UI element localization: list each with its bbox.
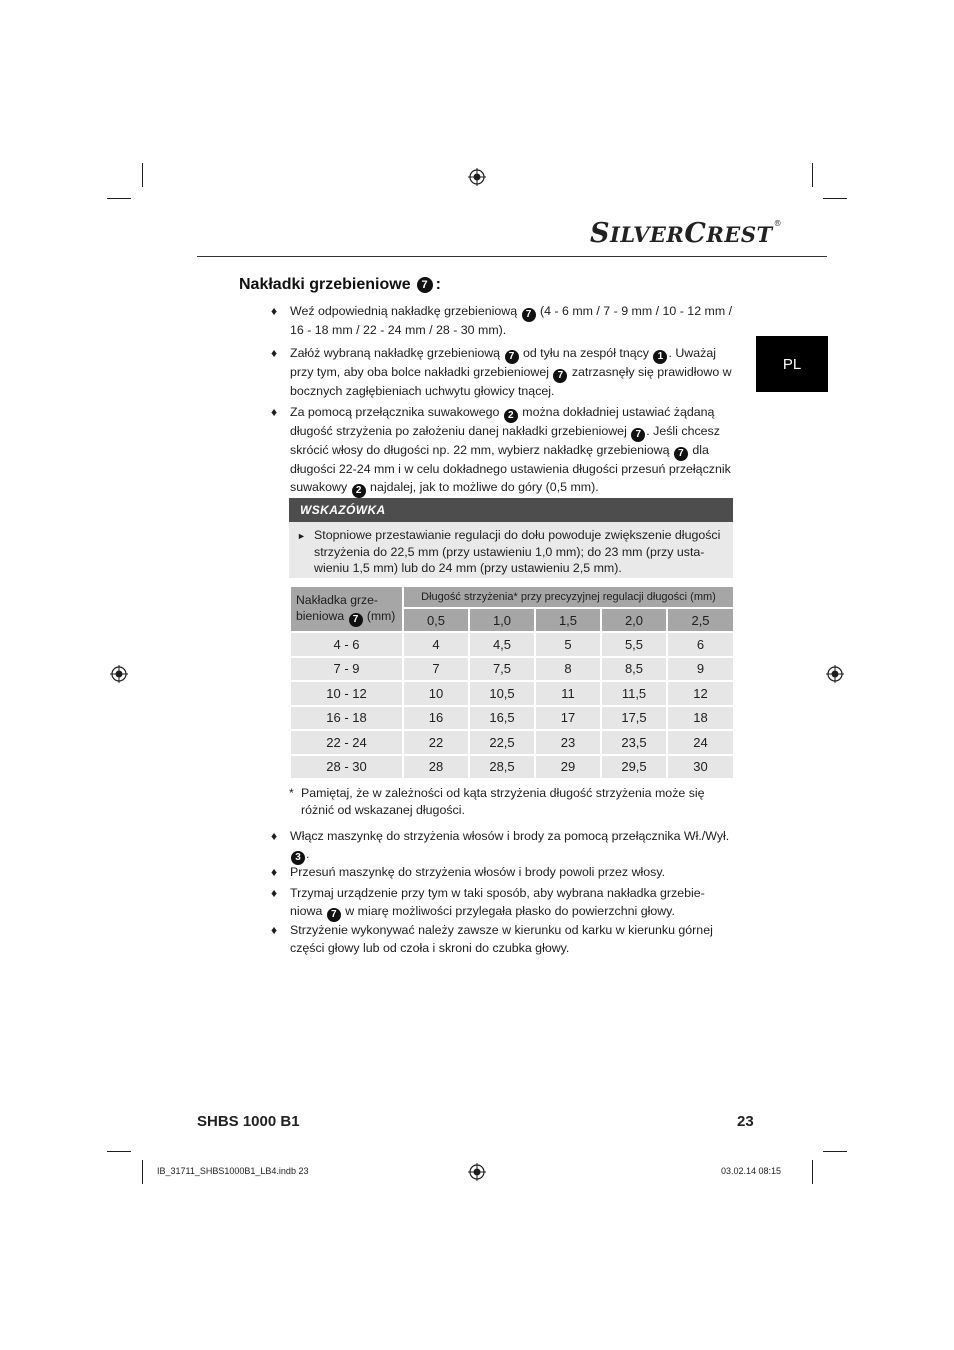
cut-length-cell: 4 bbox=[403, 632, 469, 657]
table-span-header: Długość strzyżenia* przy precyzyjnej regulacji długości (mm) bbox=[403, 586, 734, 608]
print-slug-file: IB_31711_SHBS1000B1_LB4.indb 23 bbox=[157, 1166, 309, 1176]
bullet-icon: ♦ bbox=[271, 304, 278, 318]
table-row bbox=[290, 632, 734, 657]
crop-mark bbox=[823, 198, 847, 199]
bullet-icon: ♦ bbox=[271, 829, 278, 843]
cut-length-cell: 23,5 bbox=[601, 730, 667, 755]
part-number-badge: 7 bbox=[417, 277, 433, 293]
table-row bbox=[290, 730, 734, 755]
registration-mark-icon bbox=[826, 665, 844, 683]
setting-header: 0,5 bbox=[403, 608, 469, 632]
cut-length-cell: 8,5 bbox=[601, 657, 667, 682]
header-rule bbox=[197, 256, 827, 257]
cut-length-cell: 22 bbox=[403, 730, 469, 755]
page-number: 23 bbox=[737, 1113, 754, 1130]
setting-header: 2,0 bbox=[601, 608, 667, 632]
cut-length-cell: 28 bbox=[403, 755, 469, 780]
cut-length-table bbox=[289, 585, 735, 780]
setting-header: 2,5 bbox=[667, 608, 734, 632]
registration-mark-icon bbox=[468, 168, 486, 186]
list-item-text: Weź odpowiednią nakładkę grzebieniową 7 (4 - 6 mm / 7 - 9 mm / 10 - 12 mm / 16 - 18 mm / 22 - 24 mm / 28 - 30 mm). bbox=[290, 304, 733, 337]
comb-size-cell: 22 - 24 bbox=[290, 730, 403, 755]
cut-length-cell: 9 bbox=[667, 657, 734, 682]
bullet-icon: ♦ bbox=[271, 405, 278, 419]
cut-length-cell: 6 bbox=[667, 632, 734, 657]
bullet-icon: ♦ bbox=[271, 886, 278, 900]
cut-length-cell: 16,5 bbox=[469, 706, 535, 731]
section-title: Nakładki grzebieniowe 7 : bbox=[239, 276, 441, 293]
part-number-badge: 7 bbox=[522, 308, 536, 322]
registration-mark-icon bbox=[110, 665, 128, 683]
hint-body bbox=[289, 522, 733, 578]
part-number-badge: 7 bbox=[631, 428, 645, 442]
crop-mark bbox=[812, 1160, 813, 1184]
bullet-icon: ♦ bbox=[271, 865, 278, 879]
list-item bbox=[271, 404, 733, 498]
setting-header: 1,0 bbox=[469, 608, 535, 632]
table-corner-header: Nakładka grze- bieniowa 7 (mm) bbox=[290, 586, 403, 632]
hint-text: Stopniowe przestawianie regulacji do dołu powoduje zwiększenie długości strzyżenia do 22,5 mm (przy ustawieniu 1,0 mm); do 23 mm (przy usta-wieniu 1,5 mm) lub do 24 mm (przy ustawieniu 2,5 mm). bbox=[314, 528, 721, 575]
print-slug-date: 03.02.14 08:15 bbox=[721, 1166, 782, 1176]
part-number-badge: 3 bbox=[291, 851, 305, 865]
list-item bbox=[271, 828, 733, 865]
cut-length-cell: 11 bbox=[535, 681, 601, 706]
cut-length-cell: 10,5 bbox=[469, 681, 535, 706]
cut-length-cell: 18 bbox=[667, 706, 734, 731]
registration-mark-icon bbox=[468, 1163, 486, 1181]
cut-length-cell: 29,5 bbox=[601, 755, 667, 780]
table-row bbox=[290, 681, 734, 706]
setting-header: 1,5 bbox=[535, 608, 601, 632]
cut-length-cell: 29 bbox=[535, 755, 601, 780]
cut-length-cell: 24 bbox=[667, 730, 734, 755]
cut-length-cell: 17 bbox=[535, 706, 601, 731]
table-row bbox=[290, 706, 734, 731]
comb-size-cell: 4 - 6 bbox=[290, 632, 403, 657]
cut-length-cell: 17,5 bbox=[601, 706, 667, 731]
cut-length-cell: 5 bbox=[535, 632, 601, 657]
list-item-text: Trzymaj urządzenie przy tym w taki sposób, aby wybrana nakładka grzebie-niowa 7 w miarę możliwości przylegała płasko do powierzchni głowy. bbox=[290, 886, 705, 920]
language-tab: PL bbox=[756, 336, 828, 392]
comb-size-cell: 16 - 18 bbox=[290, 706, 403, 731]
bullet-icon: ♦ bbox=[271, 346, 278, 360]
crop-mark bbox=[107, 198, 131, 199]
part-number-badge: 7 bbox=[505, 350, 519, 364]
table-footnote: * Pamiętaj, że w zależności od kąta strzyżenia długość strzyżenia może się różnić od wskazanej długości. bbox=[289, 786, 705, 817]
cut-length-cell: 7 bbox=[403, 657, 469, 682]
table-row bbox=[290, 657, 734, 682]
list-item-text: Załóż wybraną nakładkę grzebieniową 7 od tyłu na zespół tnący 1 . Uważaj przy tym, aby oba bolce nakładki grzebieniowej 7 zatrzasnęły się prawidłowo w bocznych zagłębieniach uchwytu głowicy tnącej. bbox=[290, 346, 732, 398]
table-row bbox=[290, 755, 734, 780]
crop-mark bbox=[823, 1151, 847, 1152]
crop-mark bbox=[142, 1160, 143, 1184]
part-number-badge: 7 bbox=[674, 447, 688, 461]
list-item bbox=[271, 303, 733, 340]
crop-mark bbox=[812, 163, 813, 187]
list-item bbox=[271, 922, 733, 957]
list-item bbox=[271, 885, 733, 922]
part-number-badge: 7 bbox=[327, 908, 341, 922]
cut-length-cell: 7,5 bbox=[469, 657, 535, 682]
comb-size-cell: 7 - 9 bbox=[290, 657, 403, 682]
crop-mark bbox=[107, 1151, 131, 1152]
cut-length-cell: 4,5 bbox=[469, 632, 535, 657]
cut-length-cell: 10 bbox=[403, 681, 469, 706]
cut-length-cell: 22,5 bbox=[469, 730, 535, 755]
part-number-badge: 2 bbox=[504, 409, 518, 423]
part-number-badge: 7 bbox=[349, 613, 363, 627]
cut-length-cell: 5,5 bbox=[601, 632, 667, 657]
cut-length-cell: 23 bbox=[535, 730, 601, 755]
list-item-text: Przesuń maszynkę do strzyżenia włosów i brody powoli przez włosy. bbox=[290, 865, 666, 879]
comb-size-cell: 10 - 12 bbox=[290, 681, 403, 706]
model-number: SHBS 1000 B1 bbox=[197, 1113, 300, 1130]
crop-mark bbox=[142, 163, 143, 187]
bullet-icon: ♦ bbox=[271, 923, 278, 937]
part-number-badge: 2 bbox=[352, 484, 366, 498]
list-item bbox=[271, 864, 733, 882]
comb-size-cell: 28 - 30 bbox=[290, 755, 403, 780]
list-item bbox=[271, 345, 733, 401]
cut-length-cell: 12 bbox=[667, 681, 734, 706]
cut-length-cell: 16 bbox=[403, 706, 469, 731]
cut-length-cell: 28,5 bbox=[469, 755, 535, 780]
silvercrest-logo: SILVERCREST® bbox=[590, 218, 783, 249]
list-item-text: Za pomocą przełącznika suwakowego 2 można dokładniej ustawiać żądaną długość strzyżenia po założeniu danej nakładki grzebieniowej 7 . Jeśli chcesz skrócić włosy do długości np. 22 mm, wybierz nakładkę grzebieniową 7 dla długości 22-24 mm i w celu dokładnego ustawienia długości przesuń przełącznik suwakowy 2 najdalej, jak to możliwe do góry (0,5 mm). bbox=[290, 405, 731, 496]
list-item-text: Włącz maszynkę do strzyżenia włosów i brody za pomocą przełącznika Wł./Wył. 3 . bbox=[290, 829, 730, 863]
cut-length-cell: 11,5 bbox=[601, 681, 667, 706]
cut-length-cell: 30 bbox=[667, 755, 734, 780]
part-number-badge: 1 bbox=[653, 350, 667, 364]
hint-heading: WSKAZÓWKA bbox=[289, 498, 733, 522]
list-item-text: Strzyżenie wykonywać należy zawsze w kierunku od karku w kierunku górnej części głowy lub od czoła i skroni do czubka głowy. bbox=[290, 923, 713, 955]
arrow-icon: ► bbox=[297, 531, 306, 541]
cut-length-cell: 8 bbox=[535, 657, 601, 682]
part-number-badge: 7 bbox=[553, 369, 567, 383]
